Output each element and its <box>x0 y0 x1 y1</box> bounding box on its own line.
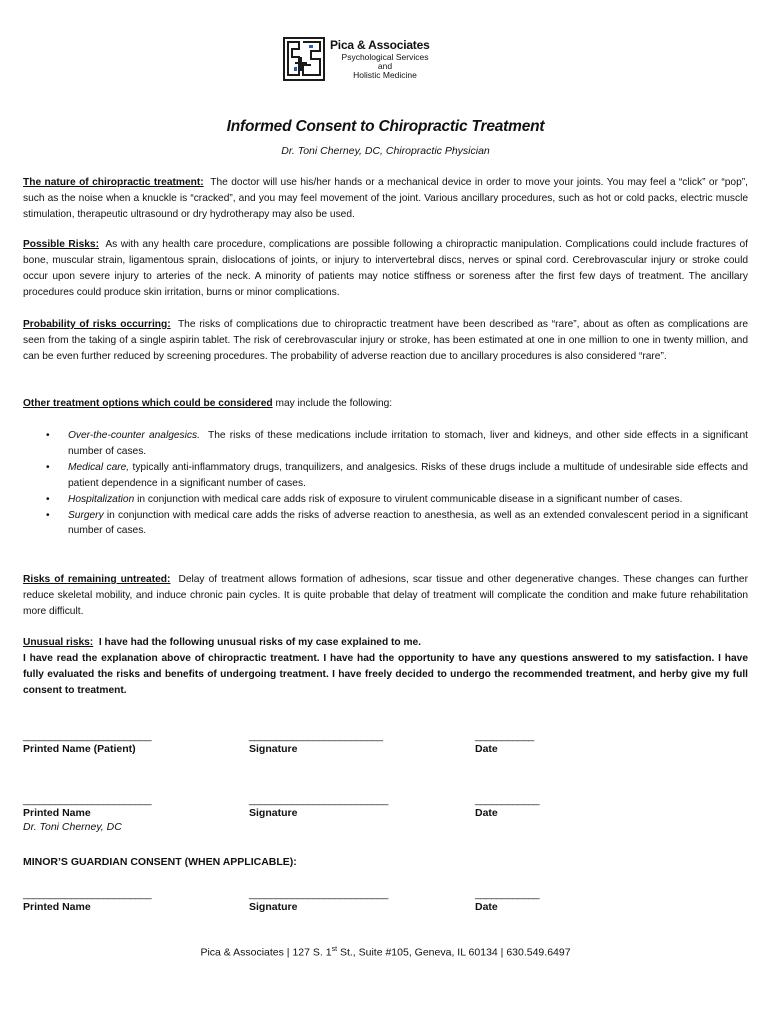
footer-address-end: St., Suite #105, Geneva, IL 60134 | 630.549.6497 <box>337 946 571 959</box>
company-tagline-3: Holistic Medicine <box>353 70 417 80</box>
doctor-name-value: Dr. Toni Cherney, DC <box>23 821 122 833</box>
list-item <box>23 428 748 460</box>
unusual-risks-paragraph <box>23 635 748 651</box>
guardian-name-block <box>23 888 151 913</box>
options-label: Other treatment options which could be considered <box>23 398 273 409</box>
options-paragraph <box>23 396 748 412</box>
nature-paragraph <box>23 175 748 223</box>
company-tagline-2: and <box>377 61 393 71</box>
untreated-paragraph <box>23 572 748 620</box>
footer-address-start: Pica & Associates | 127 S. 1 <box>200 946 332 959</box>
page-footer <box>23 946 748 959</box>
unusual-text: I have had the following unusual risks of my case explained to me. <box>98 637 422 648</box>
list-item-term: Over-the-counter analgesics. <box>68 430 200 441</box>
guardian-name-line[interactable]: ________________________ <box>23 888 152 900</box>
probability-text: The risks of complications due to chiropractic treatment have been described as “rare”, about as often as complications are seen from the taking of a single aspirin tablet. The risk of cerebrovascular injury or stroke, has been estimated at one in one million to one in twenty million, and can be even further reduced by screening procedures. The probability of adverse reaction due to ancillary procedures is also considered “rare”. <box>23 319 749 362</box>
company-tagline-1: Psychological Services <box>341 52 429 62</box>
guardian-signature-block <box>249 888 388 913</box>
list-item-term: Surgery <box>68 509 104 521</box>
doctor-name-line[interactable]: ________________________ <box>23 794 152 806</box>
document-title: Informed Consent to Chiropractic Treatment <box>226 118 545 135</box>
patient-name-caption: Printed Name (Patient) <box>23 743 136 755</box>
probability-label: Probability of risks occurring: <box>23 319 171 330</box>
consent-statement: I have read the explanation above of chiropractic treatment. I have had the opportunity to have any questions answered to my satisfaction. I have fully evaluated the risks and benefits of undergoing treatment. I have freely decided to undergo the recommended treatment, and herby give my full consent to treatment. <box>23 653 748 696</box>
doctor-date-line[interactable]: ____________ <box>475 794 540 806</box>
patient-name-line[interactable]: ________________________ <box>23 730 152 742</box>
patient-date-block <box>475 730 534 755</box>
list-item-term: Hospitalization <box>68 493 135 505</box>
company-logo-icon <box>283 37 325 81</box>
unusual-label: Unusual risks: <box>23 637 94 648</box>
guardian-signature-line[interactable]: __________________________ <box>249 888 388 900</box>
risks-label: Possible Risks: <box>23 239 99 250</box>
bullet-icon: • <box>46 461 50 473</box>
risks-text: As with any health care procedure, complications are possible following a chiropractic manipulation. Complications could include fractures of bone, muscular strain, ligamentous sprain, dislocations of joints, or injury to intervertebral discs, nerves or spinal cord. Cerebrovascular injury or stroke could occur upon severe injury to arteries of the neck. A minority of patients may notice stiffness or soreness after the first few days of treatment. The ancillary procedures could produce skin irritation, burns or minor complications. <box>23 239 748 298</box>
list-item-text: typically anti-inflammatory drugs, tranquilizers, and analgesics. Risks of these drugs include a multitude of undesirable side effects and patient dependence in a significant number of cases. <box>68 461 748 489</box>
footer-ordinal: st <box>331 946 338 953</box>
patient-signature-line[interactable]: _________________________ <box>249 730 383 742</box>
guardian-date-caption: Date <box>475 901 498 913</box>
doctor-date-caption: Date <box>475 807 498 819</box>
doctor-name-block <box>23 794 151 833</box>
nature-label: The nature of chiropractic treatment: <box>23 177 204 188</box>
list-item <box>23 508 748 540</box>
probability-paragraph <box>23 317 748 365</box>
risks-paragraph <box>23 237 748 301</box>
bullet-icon: • <box>46 509 50 521</box>
minor-guardian-heading: MINOR’S GUARDIAN CONSENT (WHEN APPLICABLE): <box>23 856 297 868</box>
list-item <box>23 460 748 492</box>
doctor-signature-line[interactable]: __________________________ <box>249 794 388 806</box>
untreated-label: Risks of remaining untreated: <box>23 574 171 585</box>
patient-date-line[interactable]: ___________ <box>475 730 534 742</box>
options-list <box>23 428 748 539</box>
list-item-text: The risks of these medications include irritation to stomach, liver and kidneys, and other side effects in a significant number of cases. <box>68 430 748 457</box>
patient-date-caption: Date <box>475 743 498 755</box>
doctor-signature-block <box>249 794 388 819</box>
bullet-icon: • <box>46 493 50 505</box>
nature-text: The doctor will use his/her hands or a mechanical device in order to move your joints. You may feel a “click” or “pop”, such as the noise when a knuckle is “cracked”, and you may feel movement of the joint. Various ancillary procedures, such as hot or cold packs, electric muscle stimulation, therapeutic ultrasound or dry hydrotherapy may also be used. <box>23 177 748 220</box>
doctor-signature-caption: Signature <box>249 807 298 819</box>
guardian-date-line[interactable]: ____________ <box>475 888 540 900</box>
list-item-text: in conjunction with medical care adds risk of exposure to virulent communicable disease in a significant number of cases. <box>137 493 683 505</box>
guardian-name-caption: Printed Name <box>23 901 91 913</box>
list-item-text: in conjunction with medical care adds the risks of adverse reaction to anesthesia, as well as an extended convalescent period in a significant number of cases. <box>68 509 748 537</box>
options-text: may include the following: <box>275 398 393 409</box>
patient-signature-caption: Signature <box>249 743 298 755</box>
patient-signature-block <box>249 730 383 755</box>
doctor-date-block <box>475 794 539 819</box>
list-item-term: Medical care, <box>68 461 130 473</box>
patient-name-block <box>23 730 151 755</box>
bullet-icon: • <box>46 430 50 441</box>
letterhead <box>283 37 483 85</box>
guardian-signature-caption: Signature <box>249 901 298 913</box>
doctor-name-caption: Printed Name <box>23 807 91 819</box>
guardian-date-block <box>475 888 539 913</box>
list-item <box>23 492 748 508</box>
untreated-text: Delay of treatment allows formation of adhesions, scar tissue and other degenerative changes. These changes can further reduce skeletal mobility, and induce chronic pain cycles. It is quite probable that delay of treatment will complicate the condition and make future rehabilitation more difficult. <box>23 574 748 617</box>
document-subtitle: Dr. Toni Cherney, DC, Chiropractic Physician <box>281 145 490 157</box>
company-name: Pica & Associates <box>330 38 430 52</box>
